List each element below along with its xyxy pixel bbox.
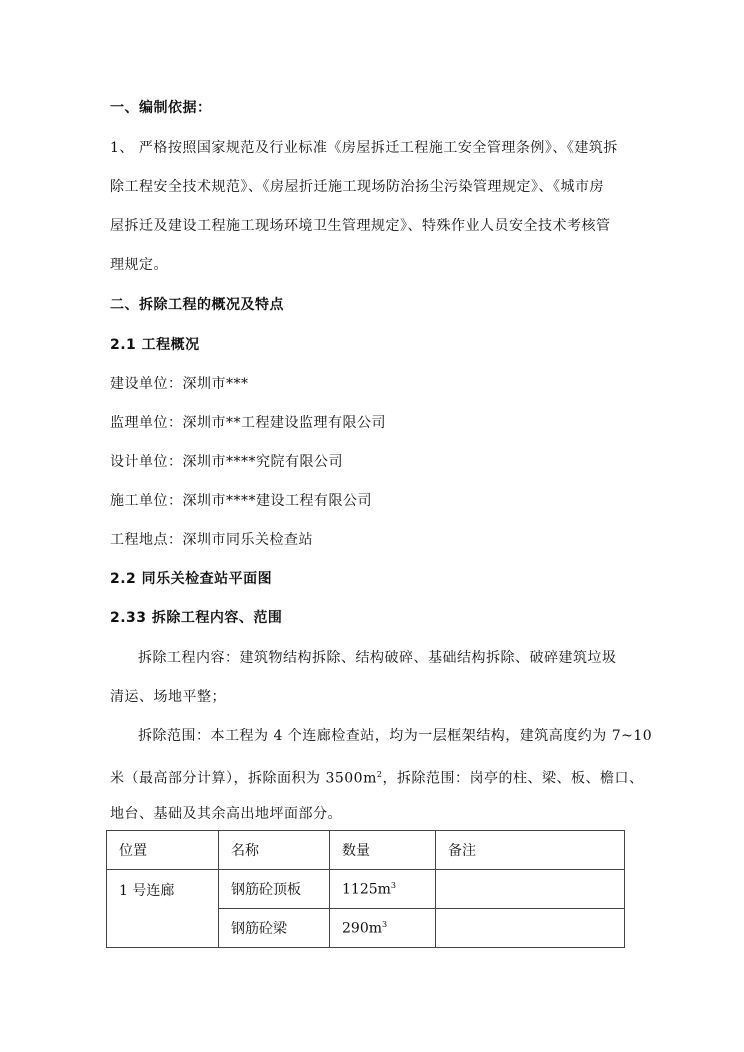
superscript: 2 [376,770,383,779]
location-cell: 1 号连廊 [107,870,219,948]
paragraph-line: 地台、基础及其余高出地坪面部分。 [110,806,342,822]
info-line: 设计单位：深圳市****究院有限公司 [110,454,343,470]
info-line: 施工单位：深圳市****建设工程有限公司 [110,493,372,509]
paragraph-line: 清运、场地平整； [110,689,226,705]
paragraph-line: 除工程安全技术规范》、《房屋折迁施工现场防治扬尘污染管理规定》、《城市房 [110,179,604,195]
section2-heading: 二、拆除工程的概况及特点 [110,297,284,313]
paragraph-line: 拆除工程内容：建筑物结构拆除、结构破碎、基础结构拆除、破碎建筑垃圾 [138,650,617,666]
demolition-table [106,830,625,948]
qty-cell [330,870,436,909]
paragraph-line [110,765,643,789]
scope-text: ，拆除范围：岗亭的柱、梁、板、檐口、 [382,770,644,787]
section1-heading: 一、编制依据： [110,100,212,116]
paragraph-line: 屋拆迁及建设工程施工现场环境卫生管理规定》、特殊作业人员安全技术考核管 [110,218,611,234]
name-cell: 钢筋砼顶板 [219,870,330,909]
subsection-heading: 2.1 工程概况 [110,337,200,353]
header-cell: 备注 [436,831,625,870]
table-row [107,870,625,909]
info-line: 监理单位：深圳市**工程建设监理有限公司 [110,415,386,431]
subsection-heading: 2.2 同乐关检查站平面图 [110,571,273,587]
superscript: 3 [382,919,388,929]
info-line: 建设单位：深圳市*** [110,376,249,392]
header-cell: 数量 [330,831,436,870]
info-line: 工程地点：深圳市同乐关检查站 [110,532,313,548]
qty-value: 290m [342,920,382,937]
scope-text: 米（最高部分计算），拆除面积为 3500m [110,770,377,787]
paragraph-line: 拆除范围：本工程为 4 个连廊检查站，均为一层框架结构，建筑高度约为 7~10 [138,728,653,744]
paragraph-line: 1、 严格按照国家规范及行业标准《房屋拆迁工程施工安全管理条例》、《建筑拆 [110,140,618,156]
name-cell: 钢筋砼梁 [219,909,330,948]
superscript: 3 [390,880,396,890]
qty-cell [330,909,436,948]
qty-value: 1125m [342,881,391,898]
paragraph-line: 理规定。 [110,257,168,273]
note-cell [436,909,625,948]
note-cell [436,870,625,909]
table-header-row [107,831,625,870]
subsection-heading: 2.33 拆除工程内容、范围 [110,610,283,626]
header-cell: 位置 [107,831,219,870]
header-cell: 名称 [219,831,330,870]
